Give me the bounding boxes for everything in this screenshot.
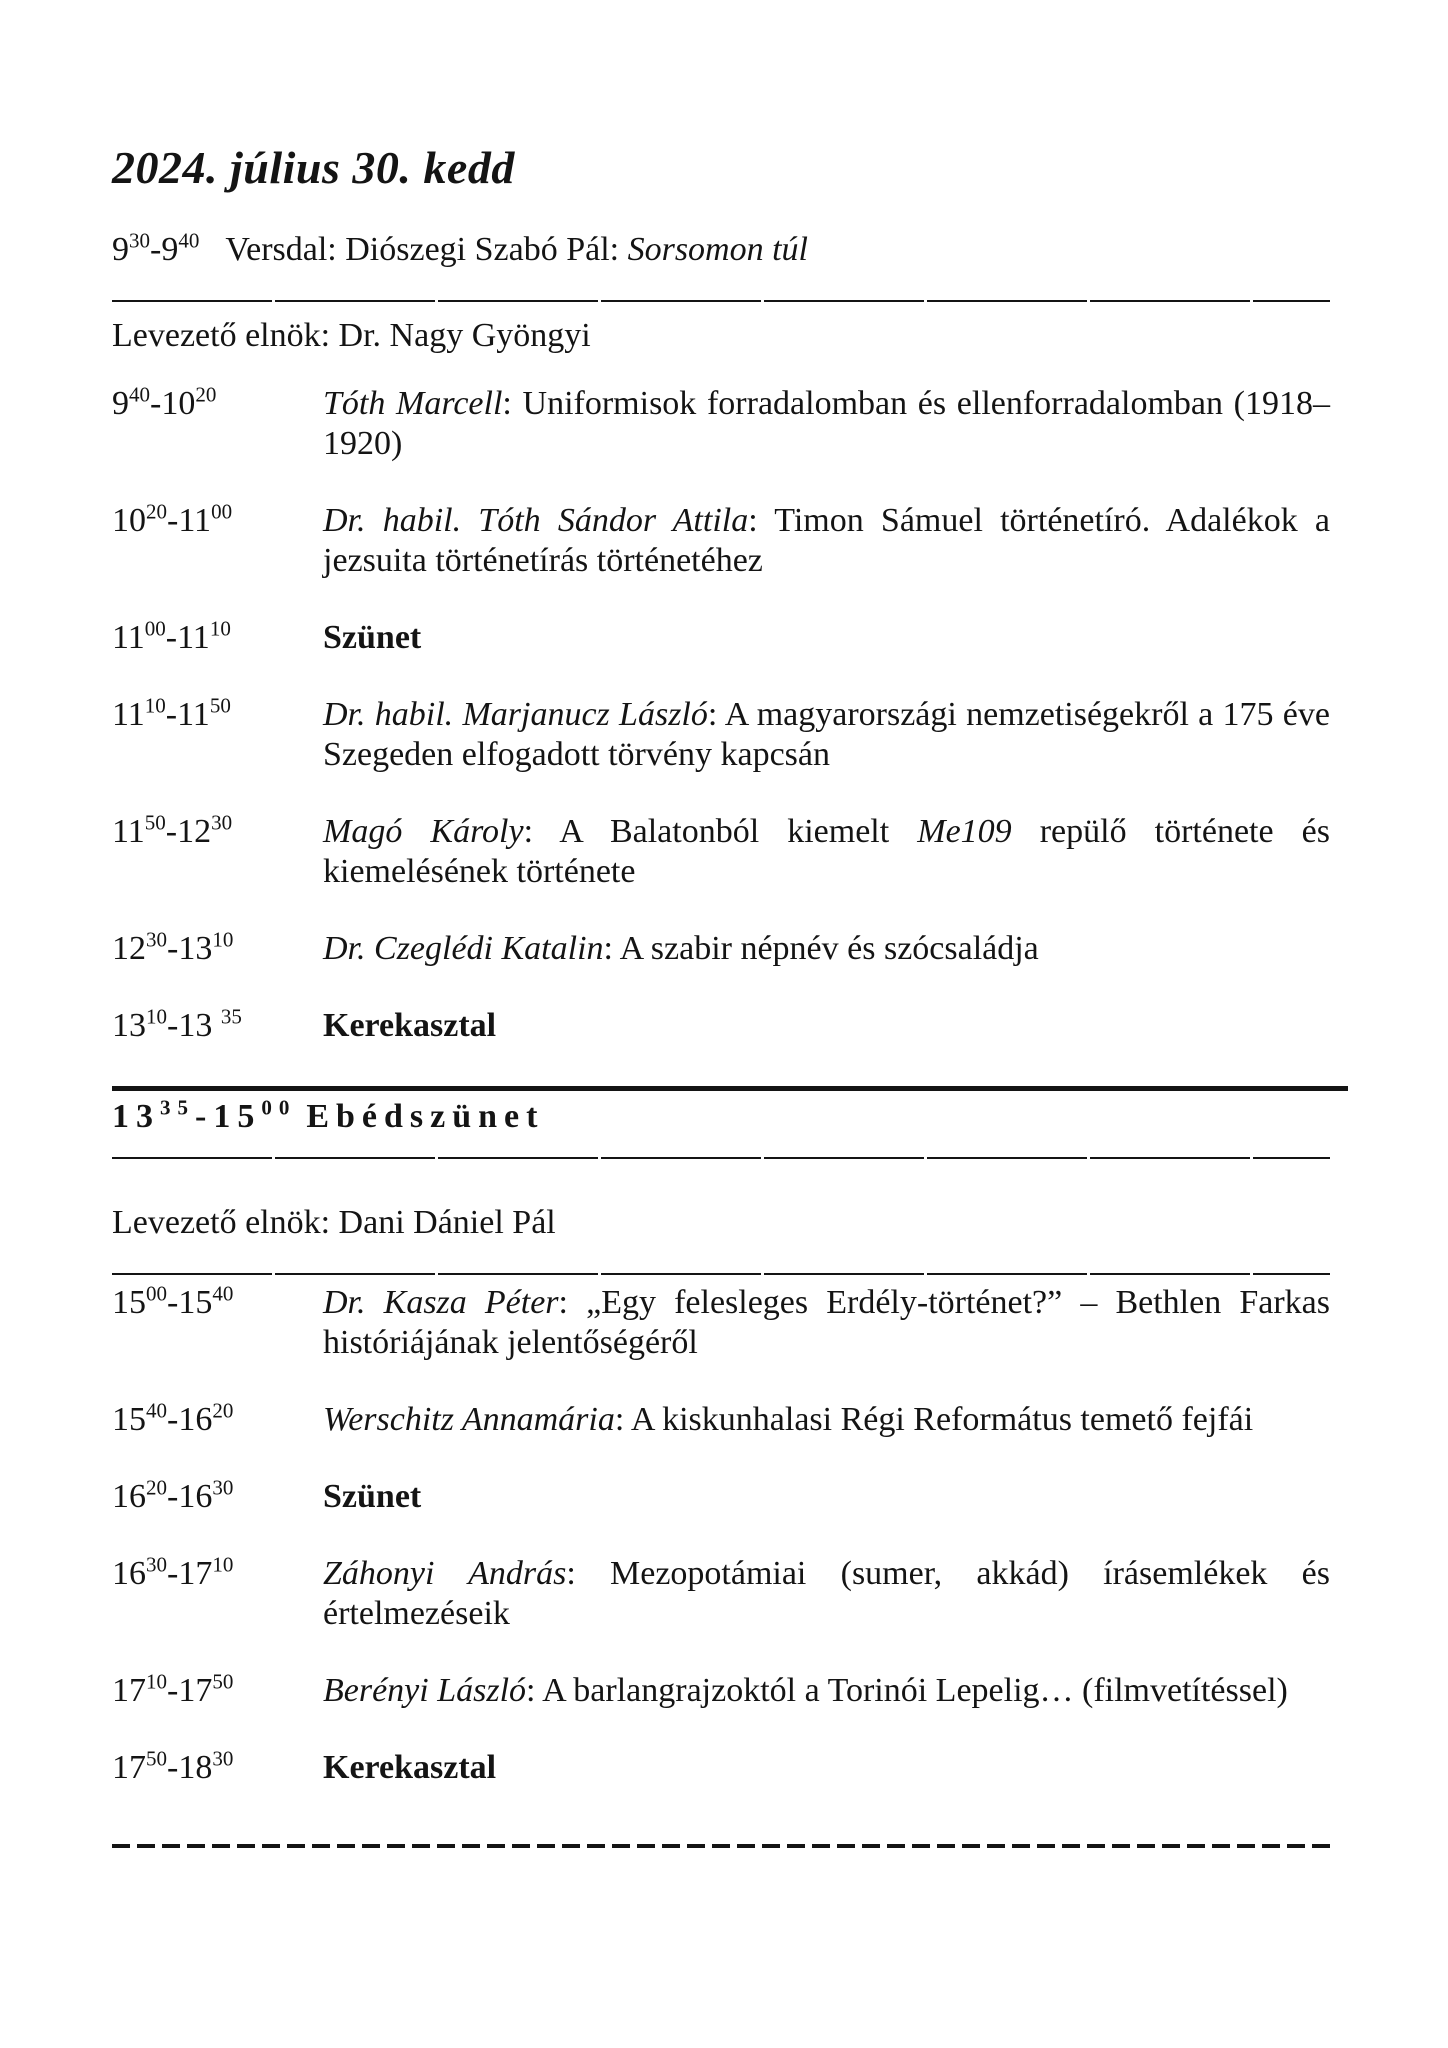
speaker-name: Dr. habil. Marjanucz László [323,696,708,733]
bold-label: Kerekasztal [323,1749,497,1786]
schedule-row [112,501,1330,581]
schedule-row [112,1006,1330,1046]
session1-schedule [112,384,1330,1046]
talk-line [323,1477,1330,1517]
time-range [112,1006,323,1046]
time-minutes-sup: 50 [209,693,231,718]
time-minutes-sup: 50 [212,1669,234,1694]
time-minutes-sup: 30 [146,927,167,952]
talk-line [323,929,1330,969]
talk-text: Szegeden elfogadott törvény kapcsán [323,736,830,773]
time-hour: 13 [112,1007,146,1044]
separator-line [112,300,1330,302]
talk-description [323,1748,1330,1788]
talk-description [323,1400,1330,1440]
time-range [112,929,323,969]
talk-text: jezsuita történetírás történetéhez [323,542,763,579]
talk-line [323,501,1330,541]
talk-text: repülő története és [1011,813,1330,850]
separator-line [112,1157,1330,1159]
session2-schedule [112,1283,1330,1788]
talk-line [323,852,1330,892]
talk-description [323,1006,1330,1046]
opening-time-minutes2-sup: 40 [178,228,200,253]
time-range [112,1400,323,1440]
time-hour: -11 [165,619,210,656]
talk-text: : A szabir népnév és szócsaládja [603,930,1039,967]
time-hour: -13 [167,930,213,967]
talk-description [323,1554,1330,1634]
talk-description [323,384,1330,464]
time-minutes-sup: 30 [146,1552,167,1577]
time-hour: -16 [167,1478,213,1515]
time-minutes-sup: 50 [144,810,166,835]
talk-description [323,812,1330,892]
time-hour: 11 [112,696,145,733]
thick-divider-line [112,1086,1348,1091]
speaker-name: Werschitz Annamária [323,1401,615,1438]
time-hour: 17 [112,1749,146,1786]
time-hour: 15 [112,1284,146,1321]
time-hour: -16 [167,1401,213,1438]
talk-line [323,618,1330,658]
time-minutes-sup: 30 [211,810,233,835]
opening-line [112,230,1330,270]
time-hour: -15 [167,1284,213,1321]
time-minutes-sup: 40 [129,382,150,407]
talk-line [323,1283,1330,1323]
lunch-label: Ebédszünet [306,1098,545,1135]
talk-description [323,1283,1330,1363]
talk-line [323,424,1330,464]
time-hour: 12 [112,930,146,967]
schedule-row [112,1671,1330,1711]
lunch-time-hour2: -15 [195,1098,262,1135]
lunch-break-row [112,1097,1330,1137]
talk-description [323,501,1330,581]
talk-text: : A magyarországi nemzetiségekről a 175 éve [707,696,1330,733]
opening-time-hour2: -9 [150,231,179,268]
time-range [112,695,323,775]
time-hour: 10 [112,502,146,539]
schedule-row [112,1554,1330,1634]
talk-line [323,1748,1330,1788]
talk-text: : Uniformisok forradalomban és ellenforradalomban (1918– [502,385,1330,422]
time-range [112,1554,323,1634]
opening-time-range [112,228,200,268]
speaker-name: Tóth Marcell [323,385,503,422]
time-minutes-sup: 10 [146,1669,167,1694]
time-hour: -11 [165,696,210,733]
time-range [112,618,323,658]
time-hour: 16 [112,1478,146,1515]
talk-description [323,1671,1330,1711]
time-minutes-sup: 10 [212,1552,234,1577]
talk-text: értelmezéseik [323,1595,510,1632]
time-hour: 17 [112,1672,146,1709]
speaker-name: Dr. Kasza Péter [323,1284,559,1321]
lunch-time-range [112,1095,297,1135]
talk-line [323,1671,1330,1711]
time-minutes-sup: 20 [146,499,167,524]
bold-label: Szünet [323,619,422,656]
session1-chair: Levezető elnök: Dr. Nagy Gyöngyi [112,317,591,354]
time-hour: -17 [167,1672,213,1709]
time-minutes-sup: 00 [146,1281,167,1306]
time-hour: -12 [165,813,212,850]
time-range [112,1671,323,1711]
speaker-name: Me109 [917,813,1012,850]
talk-line [323,1006,1330,1046]
lunch-time-minutes2-sup: 00 [261,1095,297,1120]
opening-time-minutes1-sup: 30 [129,228,150,253]
schedule-row [112,384,1330,464]
time-minutes-sup: 30 [212,1746,234,1771]
time-minutes-sup: 20 [146,1475,167,1500]
time-minutes-sup: 10 [209,616,231,641]
schedule-row [112,1748,1330,1788]
talk-line [323,1400,1330,1440]
talk-description [323,1477,1330,1517]
time-range [112,501,323,581]
talk-text: : A barlangrajzoktól a Torinói Lepelig… (filmvetítéssel) [526,1672,1288,1709]
schedule-row [112,618,1330,658]
time-minutes-sup: 40 [212,1281,234,1306]
page-title: 2024. július 30. kedd [112,142,515,193]
time-hour: -10 [150,385,196,422]
time-hour: 11 [112,813,145,850]
time-hour: -11 [167,502,212,539]
talk-description [323,618,1330,658]
talk-description [323,929,1330,969]
talk-line [323,735,1330,775]
talk-line [323,1323,1330,1363]
time-minutes-sup: 10 [146,1004,167,1029]
schedule-row [112,1477,1330,1517]
time-range [112,1748,323,1788]
talk-line [323,541,1330,581]
time-minutes-sup: 50 [146,1746,167,1771]
time-range [112,1477,323,1517]
bold-label: Szünet [323,1478,422,1515]
time-range [112,812,323,892]
schedule-row [112,695,1330,775]
talk-line [323,1554,1330,1594]
time-range [112,1283,323,1363]
time-minutes-sup: 10 [144,693,166,718]
time-minutes-sup: 20 [212,1398,234,1423]
time-minutes-sup: 35 [220,1004,242,1029]
time-minutes-sup: 30 [212,1475,234,1500]
time-hour: 16 [112,1555,146,1592]
speaker-name: Magó Károly [323,813,524,850]
bold-label: Kerekasztal [323,1007,497,1044]
schedule-row [112,1400,1330,1440]
session2-chair: Levezető elnök: Dani Dániel Pál [112,1204,556,1241]
talk-line [323,812,1330,852]
opening-time-hour1: 9 [112,231,129,268]
talk-text: : Timon Sámuel történetíró. Adalékok a [748,502,1331,539]
time-hour: 11 [112,619,145,656]
time-minutes-sup: 40 [146,1398,167,1423]
time-minutes-sup: 00 [144,616,166,641]
time-minutes-sup: 10 [212,927,234,952]
time-hour: 9 [112,385,129,422]
speaker-name: Dr. habil. Tóth Sándor Attila [323,502,749,539]
time-hour: -17 [167,1555,213,1592]
talk-line [323,695,1330,735]
time-hour: 15 [112,1401,146,1438]
speaker-name: Dr. Czeglédi Katalin [323,930,604,967]
speaker-name: Záhonyi András [323,1555,567,1592]
opening-work-title: Sorsomon túl [627,231,809,268]
opening-text: Versdal: Diószegi Szabó Pál: [225,231,628,268]
dashed-end-line [112,1844,1330,1848]
talk-text: : A Balatonból kiemelt [523,813,918,850]
talk-line [323,1594,1330,1634]
talk-text: históriájának jelentőségéről [323,1324,698,1361]
talk-text: : Mezopotámiai (sumer, akkád) írásemlékek és [566,1555,1330,1592]
time-hour: -18 [167,1749,213,1786]
time-hour: -13 [167,1007,221,1044]
schedule-row [112,929,1330,969]
speaker-name: Berényi László [323,1672,527,1709]
schedule-row [112,812,1330,892]
talk-text: 1920) [323,425,403,462]
talk-text: kiemelésének története [323,853,636,890]
talk-text: : „Egy felesleges Erdély-történet?” – Bethlen Farkas [558,1284,1330,1321]
lunch-time-hour1: 13 [112,1098,160,1135]
schedule-row [112,1283,1330,1363]
lunch-time-minutes1-sup: 35 [160,1095,195,1120]
separator-line [112,1273,1330,1275]
time-range [112,384,323,464]
talk-text: : A kiskunhalasi Régi Református temető fejfái [614,1401,1254,1438]
time-minutes-sup: 00 [211,499,233,524]
talk-line [323,384,1330,424]
talk-description [323,695,1330,775]
time-minutes-sup: 20 [195,382,217,407]
